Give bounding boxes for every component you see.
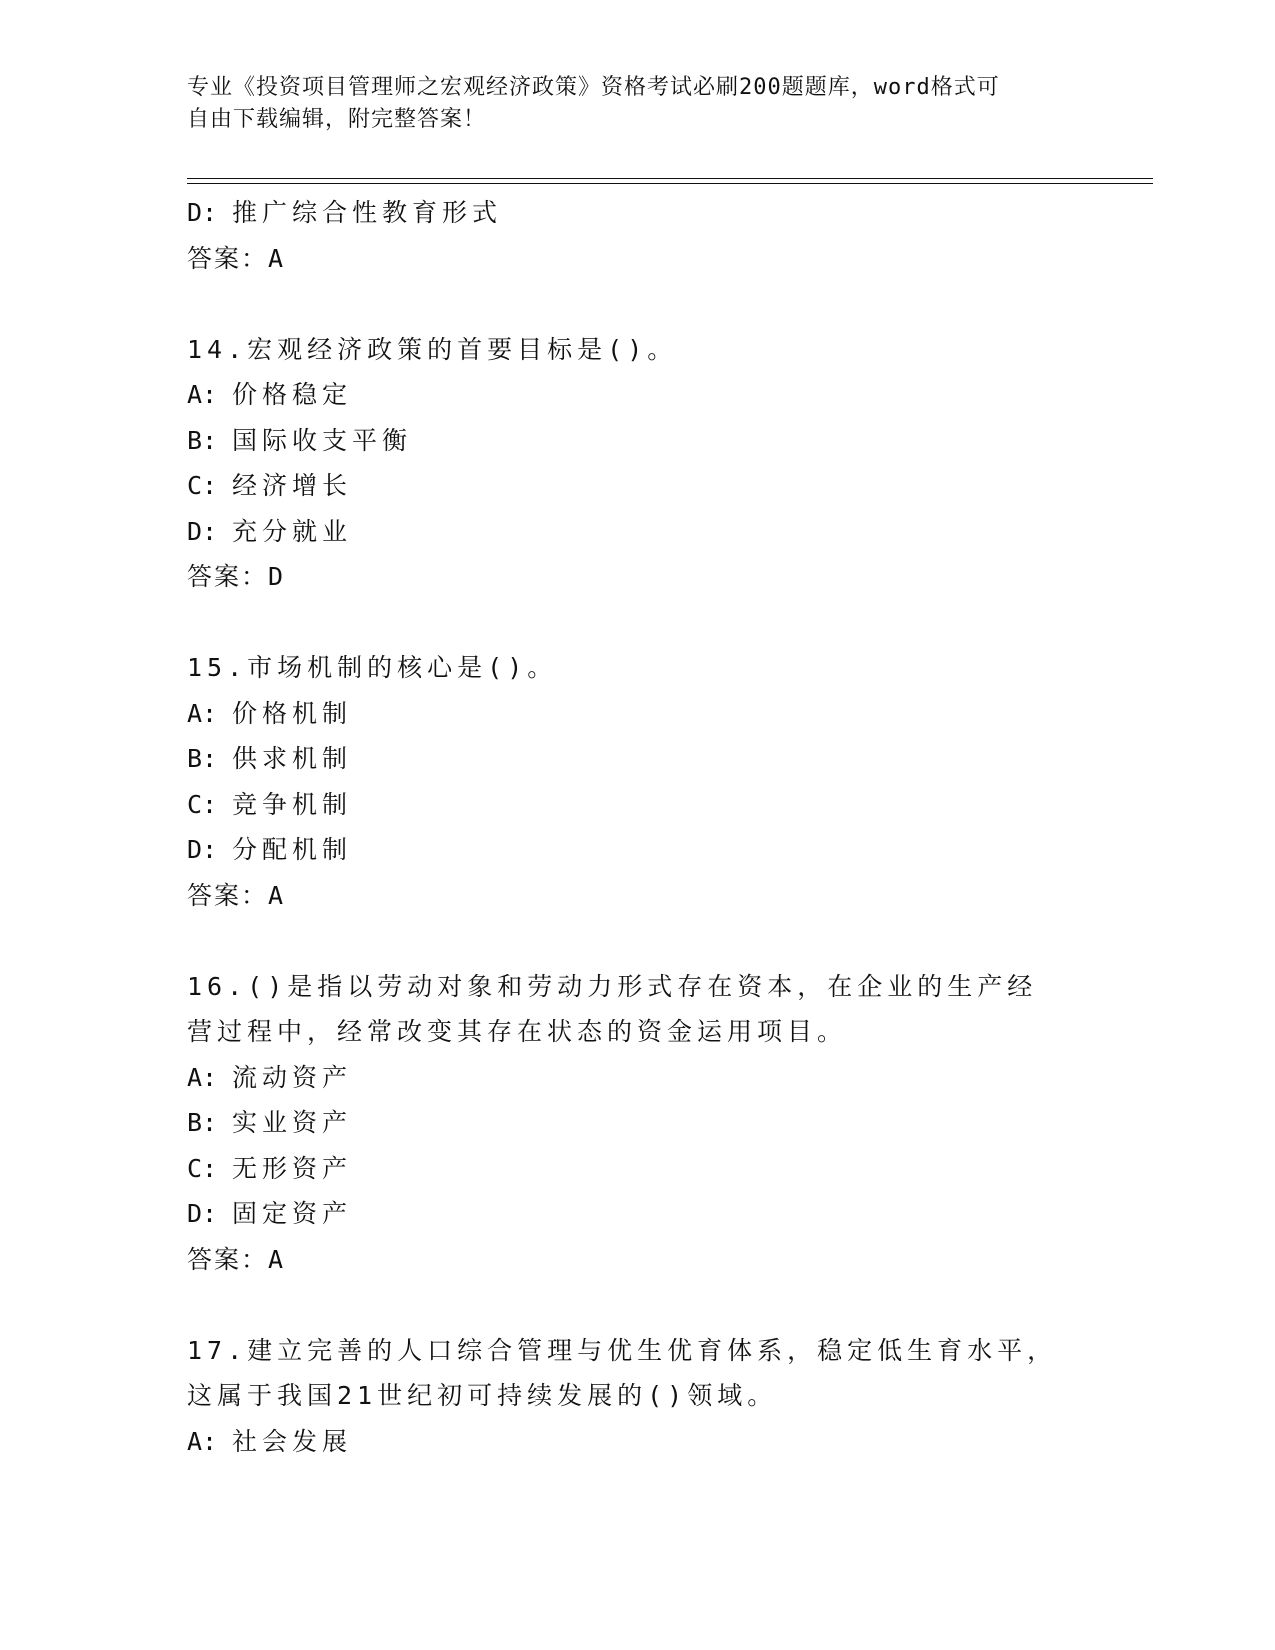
option-text: 社会发展 (232, 1426, 353, 1456)
option-b (187, 1100, 1087, 1146)
option-text: 价格稳定 (232, 380, 353, 409)
option-letter: C: (187, 789, 218, 819)
spacer (187, 281, 1087, 327)
answer-label: 答案： (187, 243, 269, 273)
option-d (187, 1191, 1087, 1237)
option-d (187, 827, 1087, 873)
option-text: 流动资产 (232, 1062, 353, 1092)
spacer (187, 1282, 1087, 1328)
option-d (187, 509, 1087, 555)
option-a (187, 1419, 1087, 1465)
option-text: 国际收支平衡 (232, 425, 413, 455)
answer-value: A (268, 243, 286, 273)
answer-label: 答案： (187, 562, 269, 591)
answer-value: D (268, 562, 286, 591)
question-stem: 16.()是指以劳动对象和劳动力形式存在资本，在企业的生产经营过程中，经常改变其存在状态的资金运用项目。 (187, 971, 1038, 1046)
option-letter: A: (187, 1062, 218, 1092)
answer-line (187, 873, 1087, 919)
option-letter: A: (187, 1426, 218, 1456)
answer-value: A (268, 880, 286, 910)
option-letter: B: (187, 425, 218, 455)
header-line-1: 专业《投资项目管理师之宏观经济政策》资格考试必刷200题题库，word格式可 (187, 75, 1000, 100)
option-letter: C: (187, 471, 218, 500)
answer-line (187, 1237, 1087, 1283)
option-a (187, 1055, 1087, 1101)
option-text: 经济增长 (232, 471, 353, 500)
header-line-2: 自由下载编辑，附完整答案！ (187, 107, 487, 132)
option-text: 竞争机制 (232, 789, 353, 819)
option-letter: B: (187, 744, 218, 773)
answer-line (187, 236, 1087, 282)
option-letter: B: (187, 1108, 218, 1137)
option-letter: A: (187, 380, 218, 409)
option-a (187, 691, 1087, 737)
document-header (187, 72, 1067, 136)
spacer (187, 918, 1087, 964)
question-stem: 15.市场机制的核心是()。 (187, 653, 558, 682)
answer-label: 答案： (187, 1244, 269, 1274)
option-text: 分配机制 (232, 835, 353, 864)
option-text: 无形资产 (232, 1153, 353, 1183)
option-text: 固定资产 (232, 1199, 353, 1228)
header-divider-top (187, 178, 1153, 179)
answer-value: A (268, 1244, 286, 1274)
question-list (187, 190, 1087, 1464)
option-letter: D: (187, 1199, 218, 1228)
option-letter: D: (187, 835, 218, 864)
option-b (187, 736, 1087, 782)
answer-line (187, 554, 1087, 600)
option-text: 充分就业 (232, 516, 353, 546)
header-divider-bottom (187, 183, 1153, 184)
option-b (187, 418, 1087, 464)
option-text: 推广综合性教育形式 (232, 198, 503, 227)
option-d (187, 190, 1087, 236)
option-letter: A: (187, 698, 218, 728)
option-a (187, 372, 1087, 418)
answer-label: 答案： (187, 880, 269, 910)
question-stem: 14.宏观经济政策的首要目标是()。 (187, 334, 678, 364)
question-stem: 17.建立完善的人口综合管理与优生优育体系，稳定低生育水平，这属于我国21世纪初可持续发展的()领域。 (187, 1335, 1058, 1410)
option-c (187, 1146, 1087, 1192)
option-c (187, 782, 1087, 828)
option-c (187, 463, 1087, 509)
option-letter: C: (187, 1153, 218, 1183)
option-text: 价格机制 (232, 698, 353, 728)
option-text: 实业资产 (232, 1108, 353, 1137)
spacer (187, 600, 1087, 646)
option-letter: D: (187, 516, 218, 546)
option-letter: D: (187, 198, 218, 227)
option-text: 供求机制 (232, 744, 353, 773)
